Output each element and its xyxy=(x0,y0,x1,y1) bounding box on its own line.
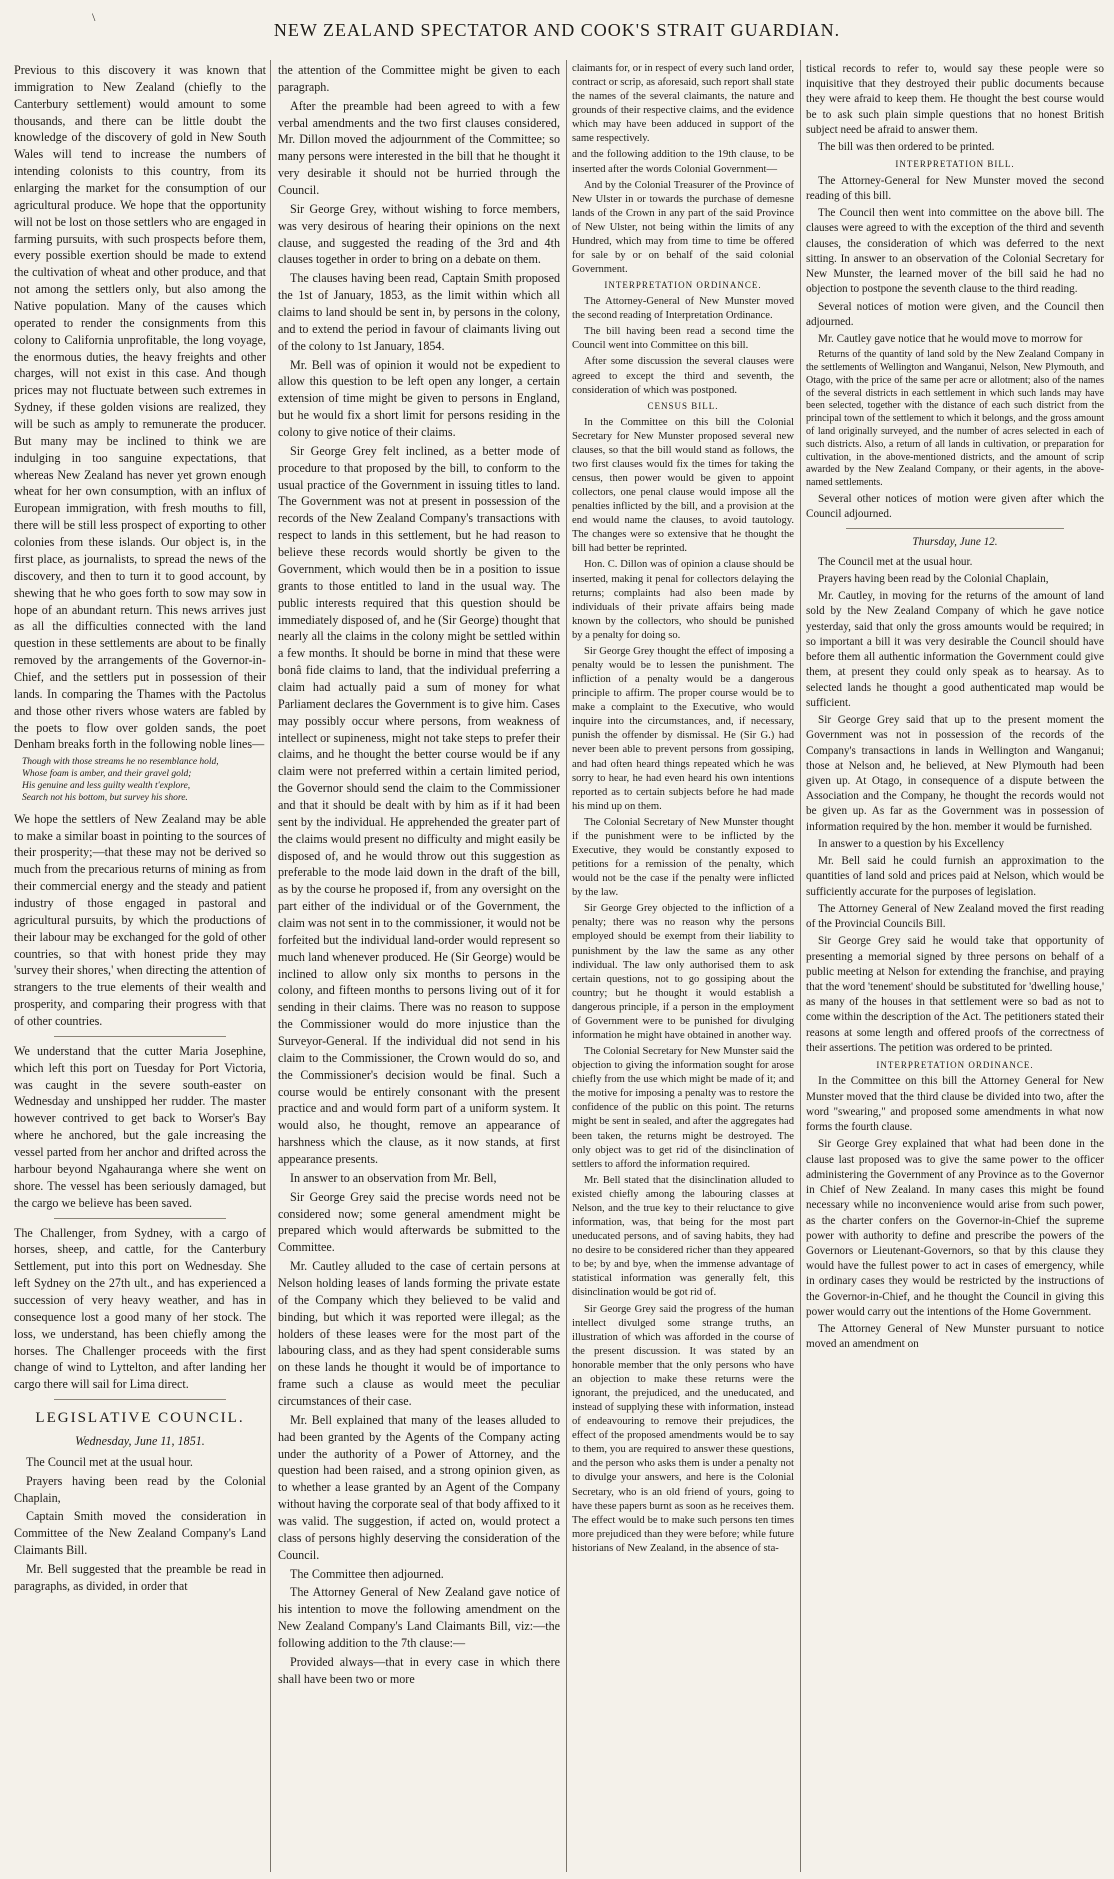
proceedings-paragraph: Mr. Cautley alluded to the case of certain persons at Nelson holding leases of lands forming the private estate of the Company which they believed to be valid and binding, but which it was reported were illegal; as the holders of these leases were for the most part of the labouring class, and as they had spent considerable sums on these lands he thought it would be of importance to frame such a clause as would meet the peculiar circumstances of their case. xyxy=(278,1259,560,1409)
divider xyxy=(846,528,1064,529)
proceedings-paragraph: Mr. Bell explained that many of the leases alluded to had been granted by the Agents of the Company acting under the authority of a Power of Attorney, and the question had been raised, and a strong opinion given, as to whether a lease granted by an Agent of the Company without having the corporate seal of that body affixed to it was valid. The suggestion, if acted on, would protect a class of persons highly deserving the consideration of the Council. xyxy=(278,1412,560,1562)
proceedings-paragraph: Sir George Grey objected to the infliction of a penalty; there was no reason why the persons employed should be exempt from their liability to punishment by the law the same as any other individual. The law only authorised them to ask certain questions, not to go gossiping about the country; but he thought it would establish a dangerous principle, if a person in the employment of Government were to be punished for divulging information he might have obtained in another way. xyxy=(572,903,794,1042)
proceedings-paragraph: In the Committee on this bill the Colonial Secretary for New Munster proposed several new clauses, so that the bill would stand as follows, the two first clauses would fix the times for taking the census, then power would be given to appoint collectors, one penal clause would impose all the penalties inflicted by the bill, and a provision at the end would name the clauses, to avoid tautology. The changes were so extensive that he thought the bill had better be reprinted. xyxy=(572,416,794,555)
proceedings-paragraph: The clauses having been read, Captain Smith proposed the 1st of January, 1853, as the limit within which all claims to land should be sent in, by persons in the colony, and to extend the period in favour of claimants living out of the colony to 1st January, 1854. xyxy=(278,271,560,353)
proceedings-paragraph: Mr. Bell said he could furnish an approximation to the quantities of land sold and prices paid at Nelson, which would be sufficiently accurate for the purposes of legislation. xyxy=(806,855,1104,898)
proceedings-paragraph: Captain Smith moved the consideration in Committee of the New Zealand Company's Land Claimants Bill. xyxy=(14,1509,266,1558)
masthead-title: NEW ZEALAND SPECTATOR AND COOK'S STRAIT GUARDIAN. xyxy=(273,20,841,40)
proceedings-paragraph: Mr. Bell suggested that the preamble be read in paragraphs, as divided, in order that xyxy=(14,1562,266,1593)
verse-line: Whose foam is amber, and their gravel gold; xyxy=(22,769,192,780)
proceedings-paragraph: Hon. C. Dillon was of opinion a clause should be inserted, making it penal for collectors delaying the returns; complaints had also been made by individuals of their private affairs being made known by the collectors, who should be punished by a penalty for doing so. xyxy=(572,559,794,641)
divider xyxy=(54,1218,226,1219)
proceedings-paragraph: claimants for, or in respect of every such land order, contract or scrip, as aforesaid, such report shall state the names of the several claimants, the nature and grounds of their respective claims, and the evidence which may have been adduced in support of the same respectively. xyxy=(572,63,794,145)
proceedings-paragraph: The Attorney-General for New Munster moved the second reading of this bill. xyxy=(806,174,1104,202)
proceedings-paragraph: In answer to a question by his Excellency xyxy=(818,837,1005,850)
proceedings-paragraph: Several notices of motion were given, and the Council then adjourned. xyxy=(806,300,1104,328)
subsection-heading: INTERPRETATION BILL. xyxy=(895,159,1015,170)
column-rule xyxy=(800,60,801,1872)
column-1 xyxy=(14,62,266,1867)
verse-quote xyxy=(22,757,266,805)
verse-line: Though with those streams he no resemblance hold, xyxy=(22,757,219,768)
verse-line: Search not his bottom, but survey his shore. xyxy=(22,792,188,803)
proceedings-paragraph: The Attorney General of New Zealand moved the first reading of the Provincial Councils Bill. xyxy=(806,902,1104,931)
editorial-paragraph: We hope the settlers of New Zealand may be able to make a similar boast in pointing to the sources of their prosperity;—that these may not be derived so much from the precarious returns of mining as from their commercial energy and the steady and patient industry of those engaged in pastoral and agricultural pursuits, by which the productions of their labour may be exchanged for the gold of other countries, so that with honest pride they may 'survey their shores,' when directing the attention of strangers to the true elements of their wealth and prosperity, and comparing their progress with that of other countries. xyxy=(14,811,266,1029)
proceedings-paragraph: Mr. Bell was of opinion it would not be expedient to allow this question to be left open any longer, a certain extension of time might be given to persons in England, but he would fix a short limit for persons residing in the colony to give notice of their claims. xyxy=(278,357,560,440)
divider xyxy=(54,1036,226,1037)
divider xyxy=(54,1399,226,1400)
proceedings-paragraph: Sir George Grey felt inclined, as a better mode of procedure to that proposed by the bill, to conform to the usual practice of the Government in issuing titles to land. The Government was not at present in possession of the records of the New Zealand Company's transactions with respect to lands in this settlement, but he had reason to believe these records would shortly be given to the Government, which would then be in a position to issue grants to those entitled to land in the usual way. The public interests required that this question should be immediately disposed of, and he (Sir George) thought that nearly all the claims in the colony might be settled within a few months. It should be borne in mind that these were bonâ fide claims to land, that the individual preferring a claim had actually paid a sum of money for what Parliament declares the Government is to give him. Cases may possibly occur where persons, from weakness of intellect or supineness, might not take steps to prefer their claims, and he thought the better course would be if any claim were not preferred within a certain limited period, the Governor should send the claim to the Commissioner and that it should be dealt with by him as if it had been sent by the individual. He apprehended the greater part of the claims would present no difficulty and might easily be disposed of, and he would throw out this suggestion as preferable to the mode laid down in the draft of the bill, as by the course he proposed if, from any oversight on the part either of the individual or of the Government, the claim was not sent in to the commissioner, it would not be forfeited but the individual land-order would represent so much land whenever produced. He (Sir George) would be inclined to allow only six months to persons in the colony, and fifteen months to persons living out of it for sending in their claims. There was no reason to suppose the Commissioner would do more injustice than the Surveyor-General. If the individual did not send in his claim to the Commissioner, the Crown would do so, and the Commissioner's decision would be final. Such a course would be entirely consonant with the present practice and and would form part of a uniform system. It would also, he thought, remove an appearance of harshness which the clause, as it now stands, at first appearance presents. xyxy=(278,443,560,1166)
proceedings-paragraph: The bill was then ordered to be printed. xyxy=(818,141,995,154)
proceedings-paragraph: In the Committee on this bill the Attorney General for New Munster moved that the third clause be divided into two, after the word "swearing," and proposed some amendments in what now forms the fourth clause. xyxy=(806,1075,1104,1134)
column-4 xyxy=(806,62,1104,1867)
proceedings-paragraph: The Attorney General of New Zealand gave notice of his intention to move the following amendment on the New Zealand Company's Land Claimants Bill, viz:—the following addition to the 7th clause:— xyxy=(278,1585,560,1651)
proceedings-paragraph: The Attorney General of New Munster pursuant to notice moved an amendment on xyxy=(806,1323,1104,1351)
proceedings-paragraph: Sir George Grey said that up to the present moment the Government was not in possession of the records of the Company's transactions in lands in Wellington and Wanganui; those at Nelson and, he believed, at New Plymouth had been given up. At Otago, in consequence of a dispute between the Association and the Company, he thought the records would not be given up. As far as the Government was in possession of information required by the hon. member it would be furnished. xyxy=(806,714,1104,833)
proceedings-paragraph: Prayers having been read by the Colonial Chaplain, xyxy=(818,572,1049,585)
proceedings-paragraph: The Council met at the usual hour. xyxy=(26,1454,193,1469)
proceedings-paragraph: The Committee then adjourned. xyxy=(290,1566,444,1581)
proceedings-paragraph: The Colonial Secretary of New Munster thought if the punishment were to be inflicted by the Executive, they would be constantly exposed to petitions for a remission of the penalty, which would not be the case if the penalty were inflicted by the law. xyxy=(572,816,794,899)
column-rule xyxy=(270,60,271,1872)
proceedings-paragraph: The Council met at the usual hour. xyxy=(818,555,973,568)
proceedings-paragraph: Sir George Grey said he would take that opportunity of presenting a memorial signed by three persons on behalf of a public meeting at Nelson for extending the franchise, and praying that the word 'tenement' should be substituted for 'dwelling house,' as many of the houses in that settlement were so bad as not to come within the description of the Act. The petitioners stated their reasons at some length and offered proofs of the correctness of their assertions. The petition was ordered to be printed. xyxy=(806,935,1104,1054)
proceedings-paragraph: And by the Colonial Treasurer of the Province of New Ulster in or towards the purchase of demesne lands of the Crown in any part of the said Province of New Ulster, not being within the limits of any Hundred, which may from time to time be offered for sale by or on behalf of the said colonial Government. xyxy=(572,179,794,276)
proceedings-paragraph: the attention of the Committee might be given to each paragraph. xyxy=(278,63,560,94)
column-3 xyxy=(572,62,794,1867)
proceedings-paragraph: In answer to an observation from Mr. Bell, xyxy=(290,1170,497,1185)
verse-line: His genuine and less guilty wealth t'explore, xyxy=(22,780,191,791)
proceedings-paragraph: The bill having been read a second time the Council went into Committee on this bill. xyxy=(572,326,794,352)
column-rule xyxy=(566,60,567,1872)
proceedings-paragraph: Sir George Grey, without wishing to force members, was very desirous of hearing their opinions on the next clause, and suggested the reading of the 3rd and 4th clauses together in order to bring on a debate on them. xyxy=(278,201,560,267)
proceedings-paragraph: After the preamble had been agreed to with a few verbal amendments and the two first clauses considered, Mr. Dillon moved the adjournment of the Committee; so many persons were interested in the bill that he thought it very desirable it should not be hurried through the Council. xyxy=(278,98,560,198)
proceedings-paragraph: Sir George Grey explained that what had been done in the clause last proposed was to give the same power to the officer administering the Government of any Province as to the Governor in Chief of New Zealand. In many cases this might be found necessary while no inconvenience would arise from such power, as the charter confers on the Governor-in-Chief the supreme power with authority to define and prescribe the powers of the Governors or Lieutenant-Governors, so that by this clause they would have the fullest power to act in cases of emergency, while in ordinary cases they would be restricted by the instructions of the Governor-in-Chief, and he thought the Council in giving this power would carry out the intentions of the Home Government. xyxy=(806,1138,1104,1318)
proceedings-paragraph: Mr. Cautley gave notice that he would move to morrow for xyxy=(818,332,1083,345)
proceedings-paragraph: The Attorney-General of New Munster moved the second reading of Interpretation Ordinance. xyxy=(572,296,794,322)
folio-mark: \ xyxy=(92,10,96,24)
section-heading: LEGISLATIVE COUNCIL. xyxy=(35,1410,245,1427)
news-item: We understand that the cutter Maria Josephine, which left this port on Tuesday for Port Victoria, was caught in the severe south-easter on Wednesday and unshipped her rudder. The master however contrived to get back to Worser's Bay where he anchored, but the gale increasing the vessel parted from her anchor and drifted across the harbour beyond Ngahauranga where she went on shore. The vessel has been seriously damaged, but the cargo we believe has been saved. xyxy=(14,1043,266,1210)
proceedings-paragraph: Mr. Bell stated that the disinclination alluded to existed chiefly among the labouring classes at Nelson, and the true key to their reluctance to give information, was, that being for the most part uneducated persons, and of saving habits, they had no desire to be considered richer than they appeared to be; by and bye, when the immense advantage of statistical information was generally felt, this disinclination would be got rid of. xyxy=(572,1174,794,1299)
proceedings-paragraph: Mr. Cautley, in moving for the returns of the amount of land sold by the New Zealand Company of which he gave notice yesterday, said that only the gross amounts would be required; in so important a bill it was very desirable the Council should have before them all authentic information the Government could give them, at present they could only speak as to hearsay. As to selected lands he thought a good authenticated map would be sufficient. xyxy=(806,590,1104,709)
column-2 xyxy=(278,62,560,1867)
editorial-paragraph: Previous to this discovery it was known that immigration to New Zealand (chiefly to the Canterbury settlement) would amount to some thousands, and there can be little doubt the knowledge of the discovery of gold in New South Wales will tend to increase the numbers of intending colonists to this country, from its enlarging the market for the consumption of our agricultural produce. We hope that the opportunity will not be lost on those settlers who are engaged in farming pursuits, with such prospects before them, every possible exertion should be made to extend the cultivation of wheat and other produce, and that not among the settlers only, but also among the Native population. Many of the causes which operated to render the consignments from this colony to California unprofitable, the long voyage, the enormous duties, the heavy freights and other charges, will not exist in this case. And though prices may not fluctuate between such extremes in Sydney, if these golden visions are realized, they will be such as amply to remunerate the producer. But many may be inclined to think we are indulging in too sanguine expectations, that whereas New Zealand has never yet grown enough wheat for her own consumption, with an influx of European immigration, with fresh mouths to fill, there will be still less prospect of exporting to other colonies from these islands. Our object is, in the first place, as journalists, to spread the news of the discovery, and then to turn it to good account, by shewing that he who goes forth to sow may sow in hope of an abundant return. This news arrives just as all the difficulties connected with the land question in these settlements are about to be finally removed by the arrangements of the Governor-in-Chief, and the settlers put in possession of their lands. In comparing the Thames with the Pactolus and those other rivers whose waters are fabled by the poets to flow over golden sands, the poet Denham breaks forth in the following noble lines— xyxy=(14,63,266,752)
proceedings-paragraph: Prayers having been read by the Colonial Chaplain, xyxy=(14,1473,266,1505)
news-item: The Challenger, from Sydney, with a cargo of horses, sheep, and cattle, for the Canterbury Settlement, put into this port on Wednesday. She left Sydney on the 27th ult., and has experienced a succession of very heavy weather, and has in consequence lost a good many of her stock. The loss, we understand, has been chiefly among the horses. The Challenger proceeds with the first change of wind to Lyttelton, and after landing her cargo there will sail for Lima direct. xyxy=(14,1225,266,1392)
proceedings-paragraph: After some discussion the several clauses were agreed to except the third and seventh, the consideration of which was postponed. xyxy=(572,356,794,396)
proceedings-paragraph: Sir George Grey said the progress of the human intellect divulged some strange truths, an illustration of which was afforded in the course of the present discussion. It was stated by an honorable member that the only persons who have an objection to make these returns were the ignorant, the prejudiced, and the uneducated, and instead of supplying these with information, instead of endeavouring to remove their prejudices, the effect of the proposed amendments would be to say to them, you are required to answer these questions, and the person who asks them is under a penalty not to divulge your answers, and here is the Colonial Secretary, who is an old friend of yours, going to have these papers burnt as soon as he receives them. The effect would be to make such persons ten times more prejudiced than they were before; while future historians of New Zealand, in the absence of sta- xyxy=(572,1303,794,1554)
proceedings-paragraph: Several other notices of motion were given after which the Council adjourned. xyxy=(806,492,1104,521)
proceedings-paragraph: Sir George Grey thought the effect of imposing a penalty would be to lessen the punishment. The infliction of a penalty would be a dangerous principle to affirm. The proper course would be to make a complaint to the Executive, who would inquire into the circumstances, and, if necessary, punish the offender by dismissal. He (Sir G.) had never been able to prevent persons from gossiping, and had often heard things repeated which he was sorry to hear, he had even heard his own intentions reported as to certain subjects before he had made his mind up on them. xyxy=(572,645,794,812)
proceedings-paragraph: Provided always—that in every case in which there shall have been two or more xyxy=(278,1654,560,1686)
motion-returns-text: Returns of the quantity of land sold by the New Zealand Company in the settlements of Wellington and Wanganui, Nelson, New Plymouth, and Otago, with the price of the same per acre or allotment; also of the names of the several districts in each settlement in which such lands may have been selected, together with the distance of each such district from the principal town of the settlement to which it belongs, and the gross amount of land originally surveyed, and the number of acres selected in each of such districts. Also, a return of all lands in cultivation, or preparation for cultivation, in the above-mentioned districts, and the amount of scrip awarded by the New Zealand Company, or their agents, in the above-named settlements. xyxy=(806,349,1104,489)
dateline: Wednesday, June 11, 1851. xyxy=(75,1434,205,1449)
dateline: Thursday, June 12. xyxy=(912,536,998,549)
proceedings-paragraph: Sir George Grey said the precise words need not be considered now; some general amendment might be prepared which would afterwards be submitted to the Committee. xyxy=(278,1189,560,1255)
subsection-heading: INTERPRETATION ORDINANCE. xyxy=(604,280,762,291)
proceedings-paragraph: The Colonial Secretary for New Munster said the objection to giving the information sought for arose chiefly from the use which might be made of it; and the motive for imposing a penalty was to restore the confidence of the public on this point. The returns might be sent in sealed, and after the aggregates had been taken, the returns might be destroyed. The only object was to get rid of the disinclination of settlers to afford the information required. xyxy=(572,1046,794,1170)
proceedings-paragraph: and the following addition to the 19th clause, to be inserted after the words Colonial Government— xyxy=(572,149,794,175)
proceedings-paragraph: tistical records to refer to, would say these people were so inquisitive that they destroyed their public documents because they were afraid to keep them. He thought the best course would be to ask such plain simple questions that no honest British subject need be afraid to answer them. xyxy=(806,63,1104,136)
subsection-heading: INTERPRETATION ORDINANCE. xyxy=(876,1060,1034,1071)
subsection-heading: CENSUS BILL. xyxy=(647,400,719,411)
proceedings-paragraph: The Council then went into committee on the above bill. The clauses were agreed to with the exception of the third and seventh clauses, the consideration of which was deferred to the next sitting. In answer to an observation of the Colonial Secretary for New Munster, the learned mover of the bill said he had no objection to postpone the seventh clause to the third reading. xyxy=(806,207,1104,296)
